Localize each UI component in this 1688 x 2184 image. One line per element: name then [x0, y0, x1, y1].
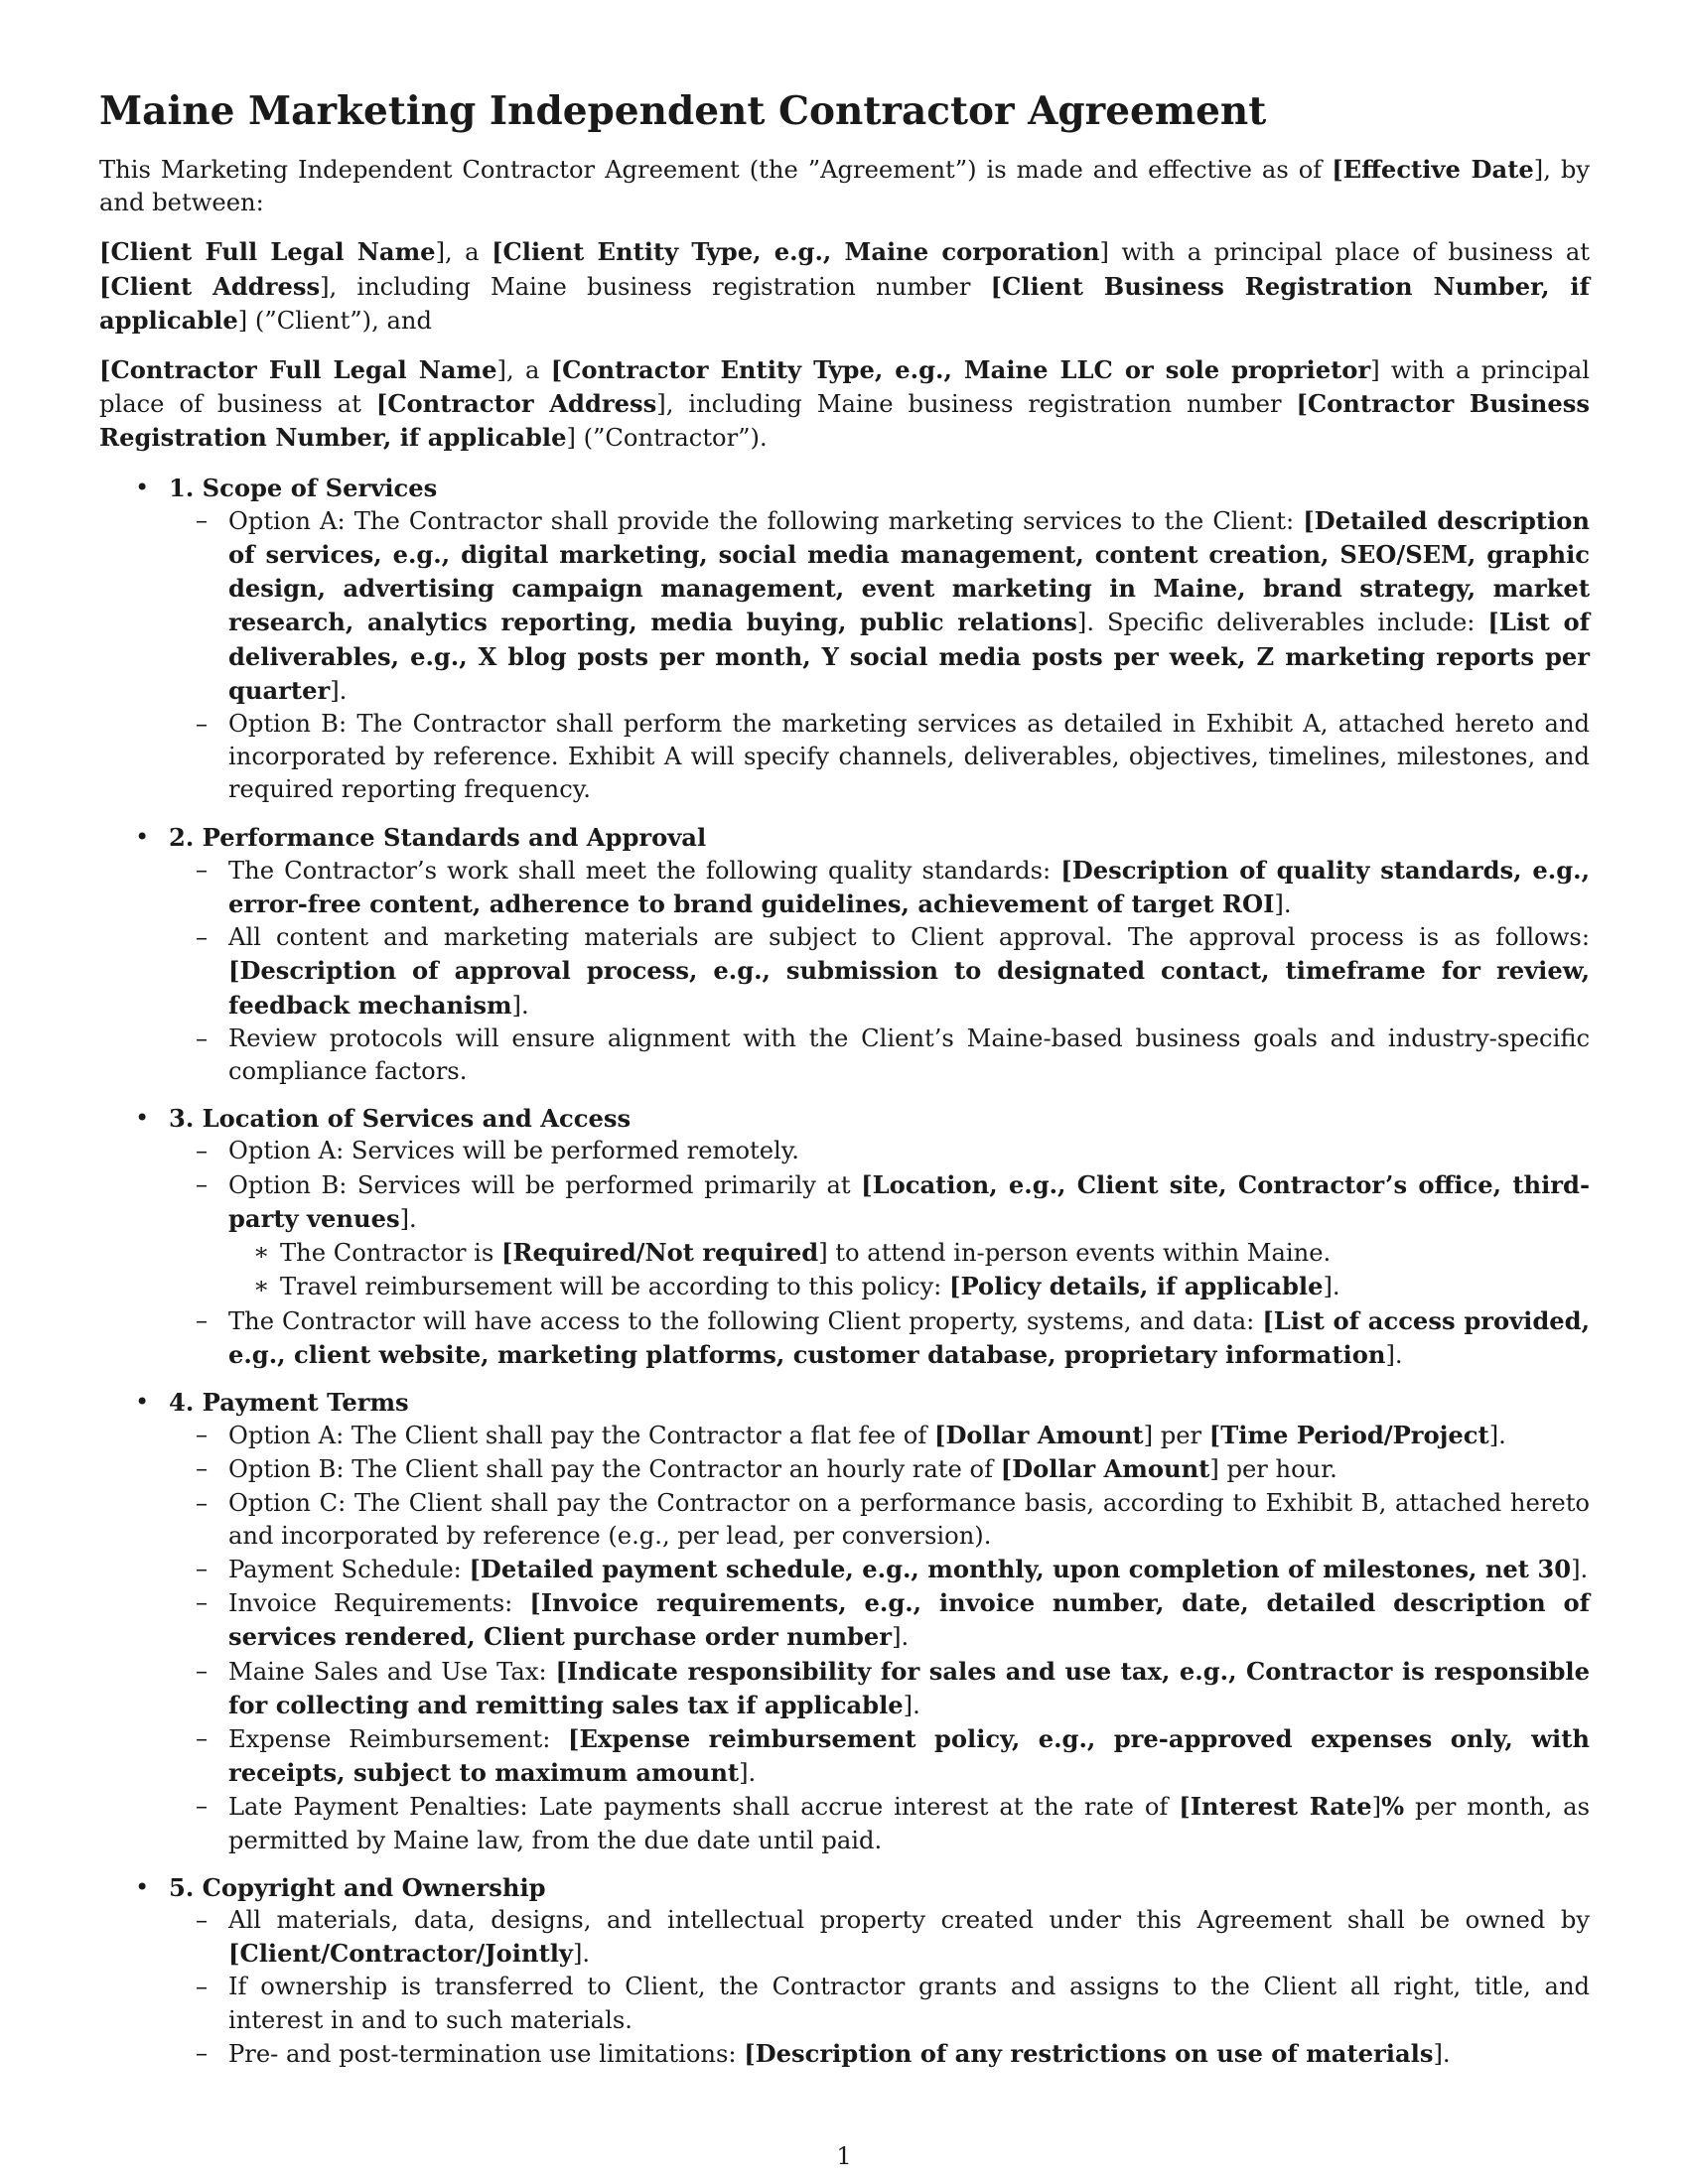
list-item	[169, 1168, 1590, 1304]
time-period-placeholder: [Time Period/Project	[1208, 1421, 1489, 1450]
section-items	[169, 1135, 1590, 1371]
list-item	[169, 1419, 1590, 1452]
item-text: ].	[903, 1691, 920, 1719]
services-placeholder: [Detailed description of services, e.g., digital marketing, social media management, content creation, SEO/SEM, graphic design, advertising campaign management, event marketing in Maine, brand strategy, market research, analytics reporting, media buying, public relations	[228, 505, 1590, 637]
item-text: Payment Schedule:	[228, 1555, 470, 1583]
list-item	[169, 1655, 1590, 1722]
client-text: ] (”Client”), and	[237, 306, 432, 335]
document-page	[99, 87, 1590, 2071]
item-text: ]. Specific deliverables include:	[1076, 609, 1488, 637]
client-address-placeholder: [Client Address	[99, 271, 321, 301]
sub-items	[228, 1236, 1590, 1303]
item-text: ].	[739, 1759, 757, 1788]
section-heading: • 2. Performance Standards and Approval	[169, 822, 707, 852]
item-text: ].	[1433, 2039, 1451, 2068]
sections-list	[99, 472, 1590, 2071]
item-text: All content and marketing materials are subject to Client approval. The approval process is as follows:	[228, 923, 1590, 952]
item-text: Invoice Requirements:	[228, 1589, 530, 1618]
effective-date-placeholder: [Effective Date	[1332, 155, 1534, 184]
item-text: ].	[330, 676, 348, 705]
ownership-placeholder: [Client/Contractor/Jointly	[228, 1939, 573, 1969]
item-text: The Contractor will have access to the following Client property, systems, and data:	[228, 1306, 1263, 1335]
section-items	[169, 504, 1590, 807]
contractor-address-placeholder: [Contractor Address	[375, 389, 657, 419]
list-item: – If ownership is transferred to Client, the Contractor grants and assigns to the Client all right, title, and interest in and to such materials.	[169, 1971, 1590, 2036]
dollar-amount-placeholder: [Dollar Amount	[934, 1421, 1144, 1450]
location-placeholder: [Location, e.g., Client site, Contractor’s office, third-party venues	[228, 1169, 1590, 1233]
item-text: ] per hour.	[1209, 1455, 1337, 1484]
section-location-of-services	[99, 1102, 1590, 1372]
list-item: – Option A: Services will be performed remotely.	[169, 1135, 1590, 1167]
section-copyright-and-ownership	[99, 1871, 1590, 2071]
list-item	[169, 1304, 1590, 1372]
item-text: Option B: Services will be performed primarily at	[228, 1170, 862, 1199]
contractor-entity-placeholder: [Contractor Entity Type, e.g., Maine LLC or sole proprietor	[550, 355, 1371, 385]
item-text: ].	[511, 991, 529, 1020]
item-text: Maine Sales and Use Tax:	[228, 1657, 556, 1686]
item-text: ].	[573, 1940, 591, 1969]
list-item	[169, 2037, 1590, 2071]
list-item	[169, 1904, 1590, 1971]
list-item: – Option C: The Client shall pay the Contractor on a performance basis, according to Exhibit B, attached hereto and incorporated by reference (e.g., per lead, per conversion).	[169, 1487, 1590, 1553]
invoice-requirements-placeholder: [Invoice requirements, e.g., invoice number, date, detailed description of services rendered, Client purchase order number	[228, 1588, 1591, 1652]
page-number: 1	[836, 2142, 852, 2170]
document-title: Maine Marketing Independent Contractor Agreement	[99, 88, 1267, 134]
intro-text: This Marketing Independent Contractor Agreement (the ”Agreement”) is made and effective as of	[99, 156, 1333, 184]
client-paragraph	[99, 235, 1590, 338]
item-text: ].	[1323, 1273, 1340, 1301]
item-text: The Contractor is	[280, 1239, 501, 1268]
item-text: ].	[399, 1204, 417, 1233]
list-item	[169, 1586, 1590, 1654]
item-text: Option B: The Client shall pay the Contractor an hourly rate of	[228, 1455, 1001, 1484]
list-item	[169, 1553, 1590, 1586]
client-registration-placeholder: [Client Business Registration Number, if applicable	[99, 271, 1590, 335]
item-text: ].	[892, 1623, 910, 1652]
section-performance-standards	[99, 821, 1590, 1089]
section-heading: • 5. Copyright and Ownership	[169, 1872, 546, 1902]
item-text: Travel reimbursement will be according to this policy:	[280, 1273, 950, 1301]
list-item	[169, 1790, 1590, 1856]
access-placeholder: [List of access provided, e.g., client website, marketing platforms, customer database, proprietary information	[228, 1305, 1590, 1369]
item-text: Pre- and post-termination use limitations:	[228, 2039, 745, 2068]
section-heading: • 1. Scope of Services	[169, 473, 438, 502]
item-text: ].	[1385, 1340, 1403, 1369]
list-item	[169, 504, 1590, 708]
use-restrictions-placeholder: [Description of any restrictions on use of materials	[744, 2038, 1434, 2068]
list-item	[169, 1722, 1590, 1790]
item-text: ].	[1488, 1422, 1506, 1450]
item-text: Late Payment Penalties: Late payments shall accrue interest at the rate of	[228, 1793, 1180, 1822]
deliverables-placeholder: [List of deliverables, e.g., X blog posts per month, Y social media posts per week, Z marketing reports per quarter	[228, 608, 1590, 705]
section-heading: • 3. Location of Services and Access	[169, 1104, 632, 1134]
section-items	[169, 1419, 1590, 1857]
item-text: Expense Reimbursement:	[228, 1724, 569, 1753]
client-entity-placeholder: [Client Entity Type, e.g., Maine corporation	[492, 237, 1100, 267]
list-item	[169, 1452, 1590, 1486]
payment-schedule-placeholder: [Detailed payment schedule, e.g., monthly, upon completion of milestones, net 30	[469, 1554, 1572, 1583]
interest-rate-placeholder: [Interest Rate	[1179, 1792, 1372, 1822]
percent-sign: %	[1381, 1792, 1405, 1822]
item-text: Option A: The Contractor shall provide the following marketing services to the Client:	[228, 506, 1304, 535]
policy-placeholder: [Policy details, if applicable	[949, 1272, 1324, 1301]
intro-text: ], by and between:	[99, 156, 1590, 217]
section-items	[169, 854, 1590, 1088]
intro-paragraph	[99, 153, 1590, 219]
sub-list-item	[228, 1270, 1590, 1303]
item-text: The Contractor’s work shall meet the following quality standards:	[228, 856, 1061, 885]
section-items	[169, 1904, 1590, 2071]
expense-policy-placeholder: [Expense reimbursement policy, e.g., pre-approved expenses only, with receipts, subject to maximum amount	[228, 1723, 1590, 1788]
item-text: ] per	[1143, 1422, 1209, 1450]
item-text: ].	[1571, 1555, 1589, 1583]
contractor-text: ] with a principal place of business at	[99, 356, 1590, 419]
client-text: ], a	[435, 238, 492, 267]
item-text: All materials, data, designs, and intellectual property created under this Agreement shall be owned by	[228, 1905, 1590, 1934]
item-text: ].	[1274, 890, 1292, 919]
list-item	[169, 854, 1590, 921]
contractor-name-placeholder: [Contractor Full Legal Name	[99, 355, 497, 385]
sales-tax-placeholder: [Indicate responsibility for sales and use tax, e.g., Contractor is responsible for collecting and remitting sales tax if applicable	[228, 1656, 1590, 1719]
list-item	[169, 921, 1590, 1023]
item-text: Option A: The Client shall pay the Contractor a flat fee of	[228, 1422, 934, 1450]
list-item: – Review protocols will ensure alignment with the Client’s Maine-based business goals and industry-specific compliance factors.	[169, 1023, 1590, 1088]
item-text: per month, as permitted by Maine law, from the due date until paid.	[228, 1793, 1591, 1854]
contractor-paragraph	[99, 353, 1590, 456]
sub-list-item	[228, 1236, 1590, 1270]
dollar-amount-placeholder: [Dollar Amount	[1000, 1454, 1210, 1484]
section-scope-of-services	[99, 472, 1590, 807]
quality-standards-placeholder: [Description of quality standards, e.g., error-free content, adherence to brand guidelines, achievement of target ROI	[228, 855, 1590, 919]
client-text: ], including Maine business registration number	[320, 272, 991, 301]
client-name-placeholder: [Client Full Legal Name	[99, 237, 436, 267]
contractor-text: ] (”Contractor”).	[566, 424, 768, 453]
item-text: ]	[1371, 1793, 1382, 1822]
section-heading: • 4. Payment Terms	[169, 1387, 409, 1417]
section-payment-terms	[99, 1386, 1590, 1857]
required-placeholder: [Required/Not required	[500, 1238, 819, 1268]
contractor-text: ], including Maine business registration number	[656, 390, 1297, 419]
contractor-text: ], a	[496, 356, 551, 385]
item-text: ] to attend in-person events within Maine.	[818, 1239, 1332, 1268]
list-item: – Option B: The Contractor shall perform the marketing services as detailed in Exhibit A, attached hereto and incorporated by reference. Exhibit A will specify channels, deliverables, objectives, timelines, milestones, and required reporting frequency.	[169, 708, 1590, 807]
contractor-registration-placeholder: [Contractor Business Registration Number, if applicable	[99, 389, 1590, 453]
client-text: ] with a principal place of business at	[1099, 238, 1590, 267]
approval-process-placeholder: [Description of approval process, e.g., submission to designated contact, timeframe for review, feedback mechanism	[228, 956, 1590, 1020]
